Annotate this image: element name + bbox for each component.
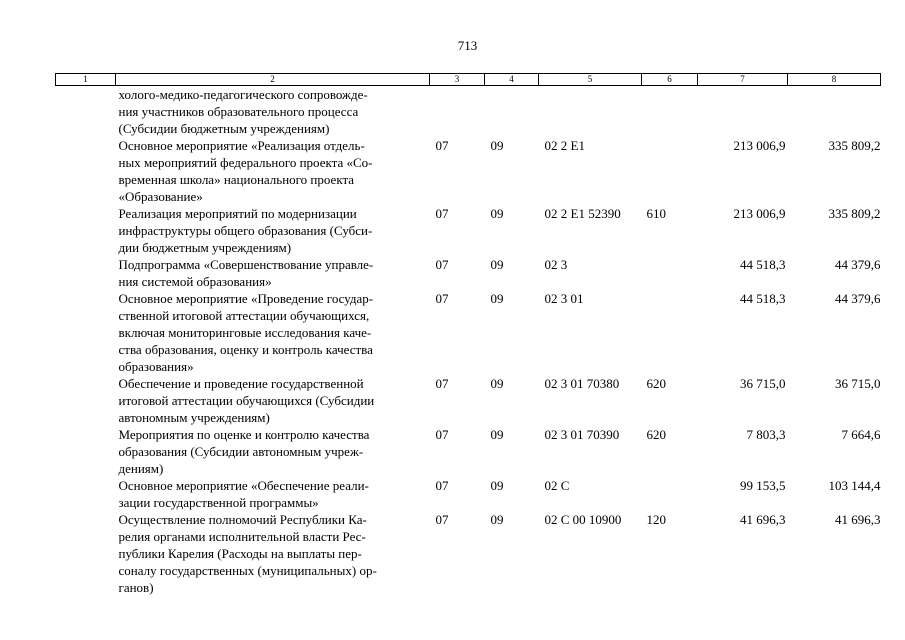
row-number-cell (56, 426, 116, 477)
expense-type-code (642, 477, 698, 511)
budget-table-container (55, 73, 881, 596)
description-line: Основное мероприятие «Реализация отдель- (118, 138, 365, 153)
description-line: Основное мероприятие «Обеспечение реали- (118, 478, 369, 493)
row-number-cell (56, 290, 116, 375)
description-line: дениям) (118, 461, 164, 476)
amount-year-1: 213 006,9 (733, 138, 786, 153)
table-row (56, 477, 881, 511)
target-article-code: 02 3 01 70380 (544, 376, 620, 391)
amount-year-2: 41 696,3 (835, 512, 881, 527)
description-line: ственной итоговой аттестации обучающихся, (118, 308, 370, 323)
description-line: ных мероприятий федерального проекта «Со- (118, 155, 373, 170)
table-row (56, 511, 881, 596)
amount-year-1: 99 153,5 (740, 478, 786, 493)
table-body (56, 86, 881, 597)
description-line: инфраструктуры общего образования (Субси- (118, 223, 373, 238)
amount-year-2: 44 379,6 (835, 257, 881, 272)
target-article-code: 02 3 (544, 257, 568, 272)
amount-year-1: 44 518,3 (740, 291, 786, 306)
table-header (56, 74, 881, 86)
description-line: ния системой образования» (118, 274, 272, 289)
amount-year-1: 7 803,3 (746, 427, 786, 442)
section-code: 07 (435, 512, 449, 527)
section-code (430, 86, 485, 138)
description-line: ния участников образовательного процесса (118, 104, 359, 119)
table-row (56, 426, 881, 477)
subsection-code: 09 (490, 291, 504, 306)
amount-year-2: 44 379,6 (835, 291, 881, 306)
header-col-6: 6 (642, 74, 698, 86)
amount-year-1 (698, 86, 788, 138)
expense-type-code (642, 137, 698, 205)
description-line: соналу государственных (муниципальных) ор- (118, 563, 377, 578)
expense-type-code: 620 (646, 376, 666, 391)
row-number-cell (56, 375, 116, 426)
table-row (56, 375, 881, 426)
target-article-code: 02 2 E1 52390 (544, 206, 621, 221)
budget-table (55, 73, 881, 596)
description-line: Мероприятия по оценке и контролю качества (118, 427, 370, 442)
table-row (56, 86, 881, 138)
expense-type-code: 610 (646, 206, 666, 221)
description-line: Подпрограмма «Совершенствование управле- (118, 257, 374, 272)
section-code: 07 (435, 478, 449, 493)
target-article-code: 02 2 E1 (544, 138, 585, 153)
subsection-code: 09 (490, 206, 504, 221)
subsection-code: 09 (490, 138, 504, 153)
amount-year-2: 335 809,2 (828, 138, 881, 153)
row-description (116, 86, 430, 138)
subsection-code: 09 (490, 376, 504, 391)
table-row (56, 256, 881, 290)
header-col-3: 3 (430, 74, 485, 86)
section-code: 07 (435, 291, 449, 306)
description-line: временная школа» национального проекта (118, 172, 355, 187)
description-line: ганов) (118, 580, 154, 595)
row-number-cell (56, 86, 116, 138)
header-col-2: 2 (116, 74, 430, 86)
description-line: публики Карелия (Расходы на выплаты пер- (118, 546, 362, 561)
section-code: 07 (435, 427, 449, 442)
description-line: образования (Субсидии автономным учреж- (118, 444, 364, 459)
expense-type-code (642, 86, 698, 138)
section-code: 07 (435, 206, 449, 221)
row-description (116, 137, 430, 205)
header-col-5: 5 (539, 74, 642, 86)
header-col-1: 1 (56, 74, 116, 86)
header-row (56, 74, 881, 86)
row-description (116, 426, 430, 477)
row-number-cell (56, 477, 116, 511)
target-article-code (539, 86, 642, 138)
header-col-7: 7 (698, 74, 788, 86)
description-line: Осуществление полномочий Республики Ка- (118, 512, 367, 527)
description-line: Реализация мероприятий по модернизации (118, 206, 357, 221)
expense-type-code (642, 256, 698, 290)
expense-type-code: 620 (646, 427, 666, 442)
target-article-code: 02 C (544, 478, 570, 493)
description-line: релия органами исполнительной власти Рес- (118, 529, 366, 544)
table-row (56, 205, 881, 256)
amount-year-2: 36 715,0 (835, 376, 881, 391)
description-line: ства образования, оценку и контроль качества (118, 342, 373, 357)
description-line: дии бюджетным учреждениям) (118, 240, 292, 255)
amount-year-2: 7 664,6 (841, 427, 881, 442)
expense-type-code: 120 (646, 512, 666, 527)
amount-year-2 (788, 86, 881, 138)
header-col-4: 4 (485, 74, 539, 86)
row-description (116, 477, 430, 511)
header-col-8: 8 (788, 74, 881, 86)
row-number-cell (56, 137, 116, 205)
amount-year-2: 103 144,4 (828, 478, 881, 493)
row-number-cell (56, 205, 116, 256)
row-description (116, 205, 430, 256)
row-description (116, 256, 430, 290)
amount-year-1: 44 518,3 (740, 257, 786, 272)
section-code: 07 (435, 376, 449, 391)
amount-year-1: 36 715,0 (740, 376, 786, 391)
page-number: 713 (457, 38, 478, 53)
subsection-code: 09 (490, 478, 504, 493)
row-description (116, 375, 430, 426)
section-code: 07 (435, 257, 449, 272)
description-line: включая мониторинговые исследования каче- (118, 325, 372, 340)
subsection-code: 09 (490, 512, 504, 527)
row-description (116, 290, 430, 375)
row-number-cell (56, 256, 116, 290)
description-line: (Субсидии бюджетным учреждениям) (118, 121, 330, 136)
description-line: автономным учреждениям) (118, 410, 270, 425)
description-line: образования» (118, 359, 194, 374)
row-description (116, 511, 430, 596)
target-article-code: 02 3 01 70390 (544, 427, 620, 442)
expense-type-code (642, 290, 698, 375)
table-row (56, 137, 881, 205)
table-row (56, 290, 881, 375)
subsection-code (485, 86, 539, 138)
description-line: зации государственной программы» (118, 495, 319, 510)
target-article-code: 02 C 00 10900 (544, 512, 622, 527)
description-line: «Образование» (118, 189, 203, 204)
amount-year-1: 41 696,3 (740, 512, 786, 527)
section-code: 07 (435, 138, 449, 153)
amount-year-1: 213 006,9 (733, 206, 786, 221)
description-line: Основное мероприятие «Проведение государ- (118, 291, 374, 306)
amount-year-2: 335 809,2 (828, 206, 881, 221)
subsection-code: 09 (490, 427, 504, 442)
description-line: итоговой аттестации обучающихся (Субсидии (118, 393, 375, 408)
row-number-cell (56, 511, 116, 596)
subsection-code: 09 (490, 257, 504, 272)
description-line: холого-медико-педагогического сопровожде- (118, 87, 368, 102)
target-article-code: 02 3 01 (544, 291, 584, 306)
description-line: Обеспечение и проведение государственной (118, 376, 364, 391)
